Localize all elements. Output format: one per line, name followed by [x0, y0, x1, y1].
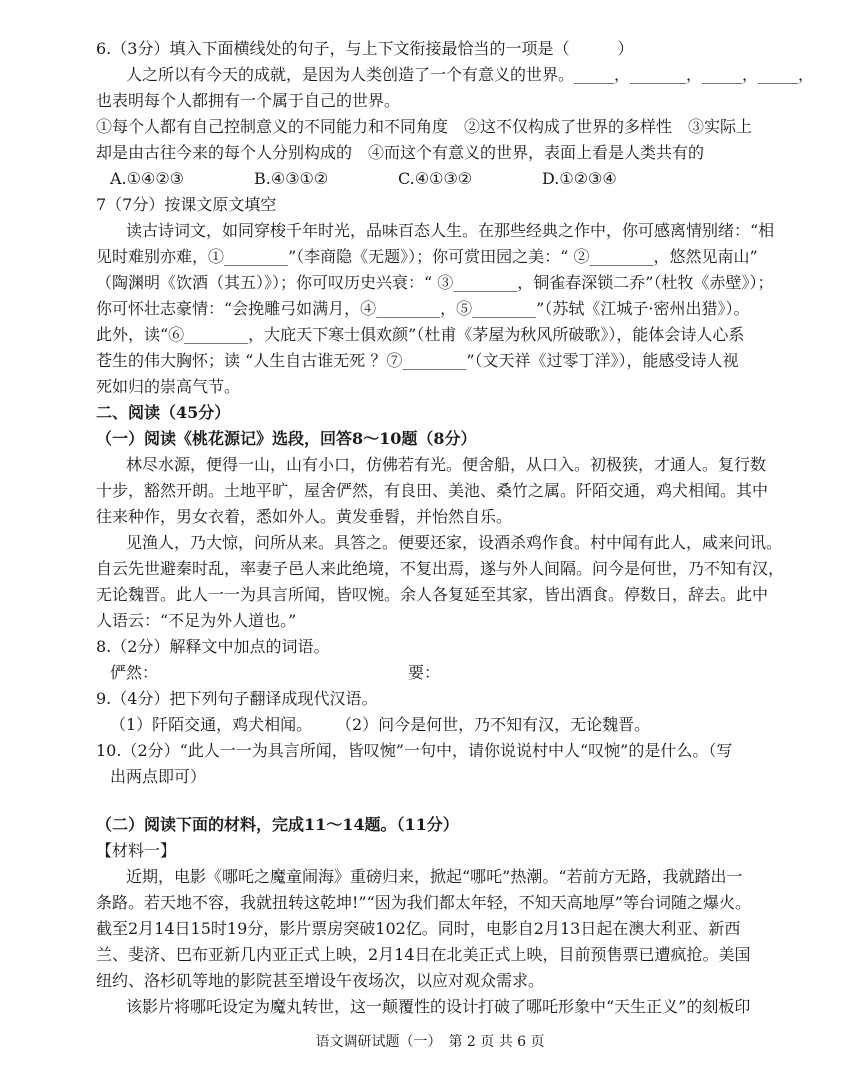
- part1-title: （一）阅读《桃花源记》选段，回答8～10题（8分）: [96, 429, 477, 448]
- q6-option-a: A.①④②③: [110, 169, 185, 188]
- passage-line: 自云先世避秦时乱，率妻子邑人来此绝境，不复出焉，遂与外人间隔。问今是何世，乃不知有汉，: [96, 559, 785, 578]
- q7-line: 苍生的伟大胸怀；读 “人生自古谁无死 ？⑦________”（文天祥《过零丁洋》），能感受诗人视: [96, 351, 739, 370]
- q6-option-c: C.④①③②: [398, 169, 473, 188]
- q6-option-b: B.④③①②: [254, 169, 329, 188]
- passage-line: 往来种作，男女衣着，悉如外人。黄发垂髫，并怡然自乐。: [96, 507, 513, 526]
- q7-stem: 7（7分）按课文原文填空: [96, 195, 277, 214]
- q6-option-d: D.①②③④: [542, 169, 617, 188]
- q7-line: 死如归的崇高气节。: [96, 377, 241, 396]
- q7-line: 你可怀壮志豪情：“会挽雕弓如满月，④________，⑤________”（苏轼《江城子·密州出猎》）。: [96, 299, 750, 318]
- q8-words: [96, 660, 820, 686]
- material-label: 【材料一】: [96, 841, 177, 860]
- material-line: 纽约、洛杉矶等地的影院甚至增设午夜场次，以应对观众需求。: [96, 971, 545, 990]
- passage-line: 见渔人，乃大惊，问所从来。具答之。便要还家，设酒杀鸡作食。村中闻有此人，咸来问讯。: [126, 533, 783, 552]
- q9-item-1: （1）阡陌交通，鸡犬相闻。: [110, 715, 313, 734]
- passage-line: 无论魏晋。此人一一为具言所闻，皆叹惋。余人各复延至其家，皆出酒食。停数日，辞去。此中: [96, 585, 769, 604]
- material-line: 条路。若天地不容，我就扭转这乾坤!”“因为我们都太年轻，不知天高地厚”等台词随之爆火。: [96, 893, 751, 912]
- material-line: 近期，电影《哪吒之魔童闹海》重磅归来，掀起“哪吒”热潮。“若前方无路，我就踏出一: [126, 867, 743, 886]
- q6-passage-line: 人之所以有今天的成就，是因为人类创造了一个有意义的世界。_____，_______，_____，_____，: [126, 65, 815, 84]
- q6-options: [96, 166, 820, 192]
- q6-passage-line: 也表明每个人都拥有一个属于自己的世界。: [96, 91, 401, 110]
- q9-item-2: （2）问今是何世，乃不知有汉，无论魏晋。: [336, 715, 651, 734]
- page-footer: 语文调研试题（一） 第 2 页 共 6 页: [315, 1034, 545, 1050]
- q9-items: [96, 712, 820, 738]
- material-line: 兰、斐济、巴布亚新几内亚正式上映，2月14日在北美正式上映，目前预售票已遭疯抢。美国: [96, 945, 751, 964]
- q9-stem: 9.（4分）把下列句子翻译成现代汉语。: [96, 689, 378, 708]
- passage-line: 十步，豁然开朗。土地平旷，屋舍俨然，有良田、美池、桑竹之属。阡陌交通，鸡犬相闻。其中: [96, 481, 769, 500]
- spacer: [96, 790, 820, 812]
- q6-choices-line: 却是由古往今来的每个人分别构成的 ④而这个有意义的世界，表面上看是人类共有的: [96, 143, 705, 162]
- q7-line: （陶渊明《饮酒（其五）》）；你可叹历史兴衰：“ ③________，铜雀春深锁二乔”（杜牧《赤壁》）；: [96, 273, 774, 292]
- q10-stem-cont: 出两点即可）: [110, 767, 207, 786]
- q7-line: 见时难别亦难，①________”（李商隐《无题》）；你可赏田园之美：“ ②________，悠然见南山”: [96, 247, 758, 266]
- q6-stem: 6.（3分）填入下面横线处的句子，与上下文衔接最恰当的一项是（ ）: [96, 39, 634, 58]
- q8-word-1: 俨然：: [110, 663, 159, 682]
- material-line: 该影片将哪吒设定为魔丸转世，这一颠覆性的设计打破了哪吒形象中“天生正义”的刻板印: [126, 997, 751, 1016]
- section-title: 二、阅读（45分）: [96, 403, 231, 422]
- part2-title: （二）阅读下面的材料，完成11～14题。（11分）: [96, 815, 459, 834]
- q8-word-2: 要：: [408, 663, 441, 682]
- q10-stem: 10.（2分）“此人一一为具言所闻，皆叹惋”一句中，请你说说村中人“叹惋”的是什么。（写: [96, 741, 733, 760]
- q8-stem: 8.（2分）解释文中加点的词语。: [96, 637, 330, 656]
- q7-line: 此外，读“⑥________，大庇天下寒士俱欢颜”（杜甫《茅屋为秋风所破歌》），能体会诗人心系: [96, 325, 745, 344]
- passage-line: 林尽水源，便得一山，山有小口，仿佛若有光。便舍船，从口入。初极狭，才通人。复行数: [126, 455, 767, 474]
- q6-choices-line: ①每个人都有自己控制意义的不同能力和不同角度 ②这不仅构成了世界的多样性 ③实际上: [96, 117, 753, 136]
- material-line: 截至2月14日15时19分，影片票房突破102亿。同时，电影自2月13日起在澳大利亚、新西: [96, 919, 741, 938]
- q7-line: 读古诗词文，如同穿梭千年时光，品味百态人生。在那些经典之作中，你可感离情别绪：“相: [126, 221, 775, 240]
- passage-line: 人语云：“不足为外人道也。”: [96, 611, 297, 630]
